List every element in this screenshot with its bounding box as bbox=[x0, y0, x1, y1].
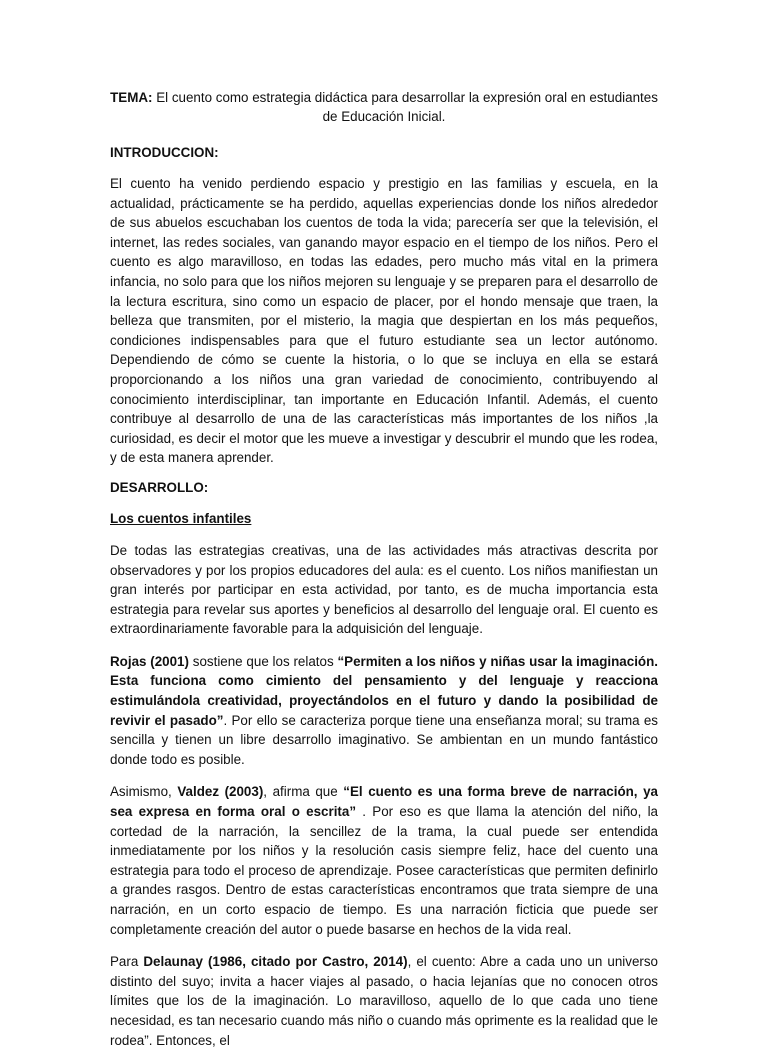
intro-paragraph: El cuento ha venido perdiendo espacio y prestigio en las familias y escuela, en la actualidad, prácticamente se ha perdido, aquellas experiencias donde los niños alrededor de sus abuelos escuchaban los cuentos de toda la vida; parecería ser que la televisión, el internet, las redes sociales, van ganando mayor espacio en el tiempo de los niños. Pero el cuento es algo maravilloso, en todas las edades, pero mucho más vital en la primera infancia, no solo para que los niños mejoren su lenguaje y se preparen para el desarrollo de la lectura escritura, sino como un espacio de placer, por el hondo mensaje que traen, la belleza que transmiten, por el misterio, la magia que despiertan en los más pequeños, condiciones indispensables para que el futuro estudiante sea un lector autónomo. Dependiendo de cómo se cuente la historia, o lo que se incluya en ella se estará proporcionando a los niños una gran variedad de conocimiento, contribuyendo al conocimiento interdisciplinar, tan importante en Educación Infantil. Además, el cuento contribuye al desarrollo de una de las características más importantes de los niños ,la curiosidad, es decir el motor que les mueve a investigar y descubrir el mundo que les rodea, y de esta manera aprender. bbox=[110, 176, 658, 466]
paragraph-valdez-mid: , afirma que bbox=[263, 784, 344, 800]
paragraph-valdez-tail: . Por eso es que llama la atención del niño, la cortedad de la narración, la sencillez de la trama, la cual puede ser entendida inmediatamente por los niños y la resolución casis siempre feliz, hace del cuento una estrategia para todo el proceso de aprendizaje. Posee características que permiten definirlo a grandes rasgos. Dentro de estas características encontramos que trata siempre de una narración, en un corto espacio de tiempo. Es una narración ficticia que puede ser completamente creación del autor o puede basarse en hechos de la vida real. bbox=[110, 804, 658, 937]
citation-rojas: Rojas (2001) bbox=[110, 653, 189, 669]
paragraph-rojas-lead: sostiene que los relatos bbox=[188, 653, 338, 669]
paragraph-rojas-tail: . Por ello se caracteriza porque tiene una enseñanza moral; su trama es sencilla y tienen un libre desarrollo imaginativo. Se ambientan en un mundo fantástico donde todo es posible. bbox=[110, 712, 658, 767]
title-text: El cuento como estrategia didáctica para desarrollar la expresión oral en estudiantes de Educación Inicial. bbox=[152, 90, 658, 124]
quote-rojas: “Permiten a los niños y niñas usar la imaginación. Esta funciona como cimiento del pensamiento y del lenguaje y reacciona estimulándola creatividad, proyectándolos en el futuro y dando la posibilidad de revivir el pasado” bbox=[110, 653, 658, 728]
section-subheading: Los cuentos infantiles bbox=[110, 510, 252, 526]
paragraph-strategies: De todas las estrategias creativas, una de las actividades más atractivas descrita por observadores y por los propios educadores del aula: es el cuento. Los niños manifiestan un gran interés por participar en esta actividad, por tanto, es de mucha importancia esta estrategia para revelar sus aportes y beneficios al desarrollo del lenguaje oral. El cuento es extraordinariamente favorable para la adquisición del lenguaje. bbox=[110, 542, 658, 637]
document-title bbox=[110, 88, 658, 126]
paragraph-valdez-lead: Asimismo, bbox=[110, 784, 178, 800]
paragraph-delaunay-tail: , el cuento: Abre a cada uno un universo distinto del suyo; invita a hacer viajes al pasado, o hacia lejanías que no conocen otros límites que los de la imaginación. Lo maravilloso, aquello de lo que cada uno tiene necesidad, es tan necesario cuando más niño o cuando más oprimente es la realidad que le rodea”. Entonces, el bbox=[110, 954, 658, 1048]
citation-delaunay: Delaunay (1986, citado por Castro, 2014) bbox=[143, 954, 408, 970]
development-heading: DESARROLLO: bbox=[110, 479, 209, 495]
citation-valdez: Valdez (2003) bbox=[177, 784, 264, 800]
paragraph-delaunay-lead: Para bbox=[110, 954, 144, 970]
paragraph-delaunay bbox=[110, 952, 658, 1050]
paragraph-valdez bbox=[110, 782, 658, 939]
intro-heading: INTRODUCCION: bbox=[110, 145, 219, 160]
title-label: TEMA: bbox=[110, 90, 153, 105]
quote-valdez: “El cuento es una forma breve de narración, ya sea expresa en forma oral o escrita” bbox=[110, 784, 658, 820]
paragraph-rojas bbox=[110, 652, 658, 770]
